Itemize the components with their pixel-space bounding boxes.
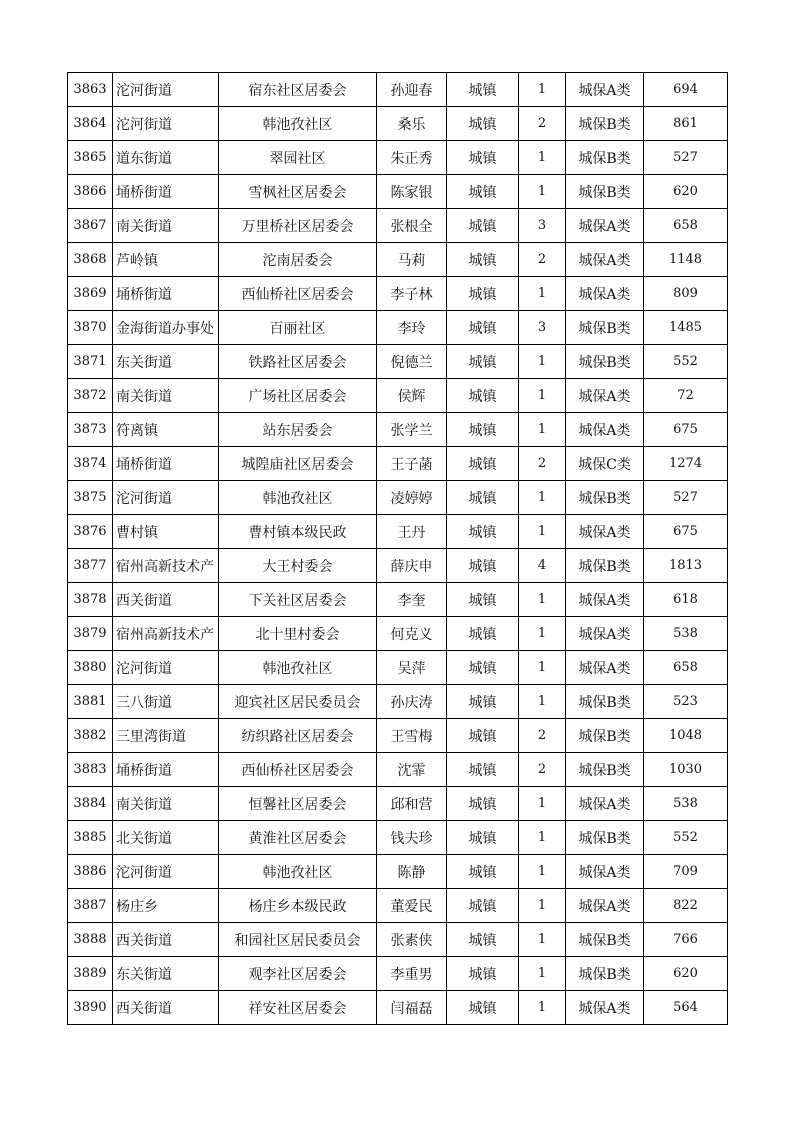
insurance-class-cell: 城保B类 xyxy=(566,141,644,175)
community-cell: 沱南居委会 xyxy=(219,243,377,277)
area-type-cell: 城镇 xyxy=(447,209,519,243)
record-id-cell: 3880 xyxy=(68,651,113,685)
household-count-cell: 1 xyxy=(519,515,566,549)
community-cell: 广场社区居委会 xyxy=(219,379,377,413)
community-cell: 恒馨社区居委会 xyxy=(219,787,377,821)
insurance-class-cell: 城保B类 xyxy=(566,753,644,787)
person-name-cell: 闫福磊 xyxy=(377,991,447,1025)
household-count-cell: 1 xyxy=(519,991,566,1025)
community-cell: 观李社区居委会 xyxy=(219,957,377,991)
record-id-cell: 3864 xyxy=(68,107,113,141)
street-cell: 埇桥街道 xyxy=(113,447,219,481)
record-id-cell: 3869 xyxy=(68,277,113,311)
area-type-cell: 城镇 xyxy=(447,413,519,447)
area-type-cell: 城镇 xyxy=(447,107,519,141)
area-type-cell: 城镇 xyxy=(447,583,519,617)
street-cell: 西关街道 xyxy=(113,583,219,617)
street-cell: 埇桥街道 xyxy=(113,175,219,209)
table-row xyxy=(68,345,728,379)
community-cell: 杨庄乡本级民政 xyxy=(219,889,377,923)
community-cell: 站东居委会 xyxy=(219,413,377,447)
household-count-cell: 1 xyxy=(519,141,566,175)
insurance-class-cell: 城保B类 xyxy=(566,481,644,515)
household-count-cell: 2 xyxy=(519,243,566,277)
person-name-cell: 张素侠 xyxy=(377,923,447,957)
person-name-cell: 王雪梅 xyxy=(377,719,447,753)
area-type-cell: 城镇 xyxy=(447,685,519,719)
person-name-cell: 李子林 xyxy=(377,277,447,311)
record-id-cell: 3876 xyxy=(68,515,113,549)
record-id-cell: 3879 xyxy=(68,617,113,651)
amount-cell: 1048 xyxy=(644,719,728,753)
street-cell: 东关街道 xyxy=(113,957,219,991)
amount-cell: 675 xyxy=(644,413,728,447)
amount-cell: 1030 xyxy=(644,753,728,787)
person-name-cell: 董爱民 xyxy=(377,889,447,923)
amount-cell: 620 xyxy=(644,957,728,991)
amount-cell: 538 xyxy=(644,787,728,821)
amount-cell: 1813 xyxy=(644,549,728,583)
record-id-cell: 3884 xyxy=(68,787,113,821)
street-cell: 沱河街道 xyxy=(113,651,219,685)
table-row xyxy=(68,141,728,175)
record-id-cell: 3878 xyxy=(68,583,113,617)
amount-cell: 694 xyxy=(644,73,728,107)
area-type-cell: 城镇 xyxy=(447,957,519,991)
amount-cell: 861 xyxy=(644,107,728,141)
table-row xyxy=(68,923,728,957)
household-count-cell: 1 xyxy=(519,175,566,209)
household-count-cell: 1 xyxy=(519,583,566,617)
insurance-class-cell: 城保C类 xyxy=(566,447,644,481)
amount-cell: 1148 xyxy=(644,243,728,277)
area-type-cell: 城镇 xyxy=(447,447,519,481)
street-cell: 北关街道 xyxy=(113,821,219,855)
street-cell: 杨庄乡 xyxy=(113,889,219,923)
street-cell: 南关街道 xyxy=(113,379,219,413)
community-cell: 铁路社区居委会 xyxy=(219,345,377,379)
table-row xyxy=(68,515,728,549)
insurance-class-cell: 城保A类 xyxy=(566,73,644,107)
street-cell: 沱河街道 xyxy=(113,107,219,141)
record-id-cell: 3890 xyxy=(68,991,113,1025)
record-id-cell: 3872 xyxy=(68,379,113,413)
amount-cell: 72 xyxy=(644,379,728,413)
area-type-cell: 城镇 xyxy=(447,141,519,175)
area-type-cell: 城镇 xyxy=(447,515,519,549)
table-row xyxy=(68,481,728,515)
relief-roster-table xyxy=(67,72,728,1025)
table-row xyxy=(68,889,728,923)
person-name-cell: 侯辉 xyxy=(377,379,447,413)
record-id-cell: 3873 xyxy=(68,413,113,447)
person-name-cell: 凌婷婷 xyxy=(377,481,447,515)
community-cell: 黄淮社区居委会 xyxy=(219,821,377,855)
insurance-class-cell: 城保A类 xyxy=(566,413,644,447)
person-name-cell: 李重男 xyxy=(377,957,447,991)
community-cell: 和园社区居民委员会 xyxy=(219,923,377,957)
insurance-class-cell: 城保A类 xyxy=(566,787,644,821)
insurance-class-cell: 城保A类 xyxy=(566,991,644,1025)
household-count-cell: 1 xyxy=(519,345,566,379)
household-count-cell: 1 xyxy=(519,277,566,311)
record-id-cell: 3885 xyxy=(68,821,113,855)
street-cell: 南关街道 xyxy=(113,787,219,821)
person-name-cell: 朱正秀 xyxy=(377,141,447,175)
record-id-cell: 3877 xyxy=(68,549,113,583)
table-row xyxy=(68,719,728,753)
person-name-cell: 李玲 xyxy=(377,311,447,345)
street-cell: 道东街道 xyxy=(113,141,219,175)
community-cell: 韩池孜社区 xyxy=(219,651,377,685)
table-row xyxy=(68,753,728,787)
insurance-class-cell: 城保A类 xyxy=(566,651,644,685)
amount-cell: 675 xyxy=(644,515,728,549)
record-id-cell: 3874 xyxy=(68,447,113,481)
record-id-cell: 3881 xyxy=(68,685,113,719)
insurance-class-cell: 城保A类 xyxy=(566,515,644,549)
household-count-cell: 4 xyxy=(519,549,566,583)
community-cell: 雪枫社区居委会 xyxy=(219,175,377,209)
table-row xyxy=(68,549,728,583)
community-cell: 韩池孜社区 xyxy=(219,107,377,141)
area-type-cell: 城镇 xyxy=(447,379,519,413)
table-row xyxy=(68,821,728,855)
insurance-class-cell: 城保B类 xyxy=(566,719,644,753)
area-type-cell: 城镇 xyxy=(447,855,519,889)
person-name-cell: 倪德兰 xyxy=(377,345,447,379)
table-row xyxy=(68,583,728,617)
person-name-cell: 王丹 xyxy=(377,515,447,549)
record-id-cell: 3868 xyxy=(68,243,113,277)
household-count-cell: 1 xyxy=(519,821,566,855)
area-type-cell: 城镇 xyxy=(447,787,519,821)
household-count-cell: 1 xyxy=(519,617,566,651)
street-cell: 西关街道 xyxy=(113,991,219,1025)
person-name-cell: 张学兰 xyxy=(377,413,447,447)
area-type-cell: 城镇 xyxy=(447,821,519,855)
household-count-cell: 3 xyxy=(519,311,566,345)
community-cell: 百丽社区 xyxy=(219,311,377,345)
amount-cell: 658 xyxy=(644,209,728,243)
household-count-cell: 1 xyxy=(519,481,566,515)
amount-cell: 1485 xyxy=(644,311,728,345)
amount-cell: 564 xyxy=(644,991,728,1025)
record-id-cell: 3875 xyxy=(68,481,113,515)
community-cell: 纺织路社区居委会 xyxy=(219,719,377,753)
amount-cell: 552 xyxy=(644,345,728,379)
community-cell: 城隍庙社区居委会 xyxy=(219,447,377,481)
record-id-cell: 3865 xyxy=(68,141,113,175)
amount-cell: 527 xyxy=(644,481,728,515)
community-cell: 翠园社区 xyxy=(219,141,377,175)
insurance-class-cell: 城保A类 xyxy=(566,889,644,923)
street-cell: 宿州高新技术产 xyxy=(113,617,219,651)
household-count-cell: 1 xyxy=(519,787,566,821)
community-cell: 曹村镇本级民政 xyxy=(219,515,377,549)
person-name-cell: 王子菡 xyxy=(377,447,447,481)
record-id-cell: 3867 xyxy=(68,209,113,243)
insurance-class-cell: 城保B类 xyxy=(566,107,644,141)
amount-cell: 1274 xyxy=(644,447,728,481)
area-type-cell: 城镇 xyxy=(447,277,519,311)
amount-cell: 527 xyxy=(644,141,728,175)
table-row xyxy=(68,617,728,651)
insurance-class-cell: 城保A类 xyxy=(566,243,644,277)
area-type-cell: 城镇 xyxy=(447,345,519,379)
amount-cell: 709 xyxy=(644,855,728,889)
area-type-cell: 城镇 xyxy=(447,549,519,583)
insurance-class-cell: 城保A类 xyxy=(566,855,644,889)
street-cell: 沱河街道 xyxy=(113,855,219,889)
person-name-cell: 孙迎春 xyxy=(377,73,447,107)
area-type-cell: 城镇 xyxy=(447,73,519,107)
street-cell: 三里湾街道 xyxy=(113,719,219,753)
insurance-class-cell: 城保B类 xyxy=(566,821,644,855)
table-row xyxy=(68,243,728,277)
table-row xyxy=(68,209,728,243)
person-name-cell: 薛庆申 xyxy=(377,549,447,583)
household-count-cell: 1 xyxy=(519,379,566,413)
amount-cell: 658 xyxy=(644,651,728,685)
street-cell: 三八街道 xyxy=(113,685,219,719)
area-type-cell: 城镇 xyxy=(447,991,519,1025)
record-id-cell: 3886 xyxy=(68,855,113,889)
street-cell: 沱河街道 xyxy=(113,481,219,515)
area-type-cell: 城镇 xyxy=(447,719,519,753)
person-name-cell: 吴萍 xyxy=(377,651,447,685)
street-cell: 金海街道办事处 xyxy=(113,311,219,345)
street-cell: 沱河街道 xyxy=(113,73,219,107)
insurance-class-cell: 城保B类 xyxy=(566,685,644,719)
amount-cell: 618 xyxy=(644,583,728,617)
community-cell: 西仙桥社区居委会 xyxy=(219,277,377,311)
household-count-cell: 1 xyxy=(519,923,566,957)
person-name-cell: 陈静 xyxy=(377,855,447,889)
table-row xyxy=(68,107,728,141)
table-row xyxy=(68,685,728,719)
household-count-cell: 1 xyxy=(519,889,566,923)
amount-cell: 620 xyxy=(644,175,728,209)
street-cell: 芦岭镇 xyxy=(113,243,219,277)
household-count-cell: 1 xyxy=(519,685,566,719)
area-type-cell: 城镇 xyxy=(447,617,519,651)
community-cell: 韩池孜社区 xyxy=(219,855,377,889)
table-row xyxy=(68,413,728,447)
insurance-class-cell: 城保B类 xyxy=(566,345,644,379)
street-cell: 埇桥街道 xyxy=(113,277,219,311)
record-id-cell: 3866 xyxy=(68,175,113,209)
area-type-cell: 城镇 xyxy=(447,243,519,277)
insurance-class-cell: 城保A类 xyxy=(566,583,644,617)
household-count-cell: 1 xyxy=(519,855,566,889)
table-row xyxy=(68,379,728,413)
community-cell: 迎宾社区居民委员会 xyxy=(219,685,377,719)
amount-cell: 538 xyxy=(644,617,728,651)
household-count-cell: 1 xyxy=(519,651,566,685)
table-row xyxy=(68,991,728,1025)
household-count-cell: 1 xyxy=(519,413,566,447)
area-type-cell: 城镇 xyxy=(447,753,519,787)
table-row xyxy=(68,175,728,209)
street-cell: 埇桥街道 xyxy=(113,753,219,787)
record-id-cell: 3870 xyxy=(68,311,113,345)
record-id-cell: 3889 xyxy=(68,957,113,991)
table-row xyxy=(68,651,728,685)
area-type-cell: 城镇 xyxy=(447,481,519,515)
household-count-cell: 2 xyxy=(519,107,566,141)
record-id-cell: 3863 xyxy=(68,73,113,107)
insurance-class-cell: 城保B类 xyxy=(566,175,644,209)
area-type-cell: 城镇 xyxy=(447,923,519,957)
person-name-cell: 钱夫珍 xyxy=(377,821,447,855)
household-count-cell: 1 xyxy=(519,73,566,107)
insurance-class-cell: 城保A类 xyxy=(566,209,644,243)
person-name-cell: 何克义 xyxy=(377,617,447,651)
table-row xyxy=(68,311,728,345)
record-id-cell: 3887 xyxy=(68,889,113,923)
community-cell: 韩池孜社区 xyxy=(219,481,377,515)
insurance-class-cell: 城保A类 xyxy=(566,277,644,311)
community-cell: 北十里村委会 xyxy=(219,617,377,651)
community-cell: 宿东社区居委会 xyxy=(219,73,377,107)
amount-cell: 766 xyxy=(644,923,728,957)
area-type-cell: 城镇 xyxy=(447,651,519,685)
person-name-cell: 陈家银 xyxy=(377,175,447,209)
community-cell: 大王村委会 xyxy=(219,549,377,583)
table-row xyxy=(68,447,728,481)
amount-cell: 822 xyxy=(644,889,728,923)
insurance-class-cell: 城保B类 xyxy=(566,923,644,957)
insurance-class-cell: 城保B类 xyxy=(566,957,644,991)
table-row xyxy=(68,957,728,991)
insurance-class-cell: 城保B类 xyxy=(566,549,644,583)
area-type-cell: 城镇 xyxy=(447,311,519,345)
table-row xyxy=(68,73,728,107)
amount-cell: 552 xyxy=(644,821,728,855)
area-type-cell: 城镇 xyxy=(447,889,519,923)
person-name-cell: 张根全 xyxy=(377,209,447,243)
table-row xyxy=(68,787,728,821)
amount-cell: 523 xyxy=(644,685,728,719)
household-count-cell: 2 xyxy=(519,753,566,787)
community-cell: 下关社区居委会 xyxy=(219,583,377,617)
community-cell: 祥安社区居委会 xyxy=(219,991,377,1025)
record-id-cell: 3883 xyxy=(68,753,113,787)
street-cell: 西关街道 xyxy=(113,923,219,957)
person-name-cell: 马莉 xyxy=(377,243,447,277)
table-row xyxy=(68,277,728,311)
person-name-cell: 桑乐 xyxy=(377,107,447,141)
household-count-cell: 2 xyxy=(519,719,566,753)
street-cell: 东关街道 xyxy=(113,345,219,379)
record-id-cell: 3871 xyxy=(68,345,113,379)
amount-cell: 809 xyxy=(644,277,728,311)
area-type-cell: 城镇 xyxy=(447,175,519,209)
table-body xyxy=(68,73,728,1025)
community-cell: 万里桥社区居委会 xyxy=(219,209,377,243)
household-count-cell: 1 xyxy=(519,957,566,991)
community-cell: 西仙桥社区居委会 xyxy=(219,753,377,787)
street-cell: 宿州高新技术产 xyxy=(113,549,219,583)
street-cell: 南关街道 xyxy=(113,209,219,243)
insurance-class-cell: 城保A类 xyxy=(566,379,644,413)
insurance-class-cell: 城保B类 xyxy=(566,311,644,345)
table-row xyxy=(68,855,728,889)
insurance-class-cell: 城保A类 xyxy=(566,617,644,651)
person-name-cell: 沈霏 xyxy=(377,753,447,787)
street-cell: 符离镇 xyxy=(113,413,219,447)
person-name-cell: 李奎 xyxy=(377,583,447,617)
record-id-cell: 3888 xyxy=(68,923,113,957)
record-id-cell: 3882 xyxy=(68,719,113,753)
household-count-cell: 3 xyxy=(519,209,566,243)
street-cell: 曹村镇 xyxy=(113,515,219,549)
person-name-cell: 孙庆涛 xyxy=(377,685,447,719)
household-count-cell: 2 xyxy=(519,447,566,481)
person-name-cell: 邱和营 xyxy=(377,787,447,821)
